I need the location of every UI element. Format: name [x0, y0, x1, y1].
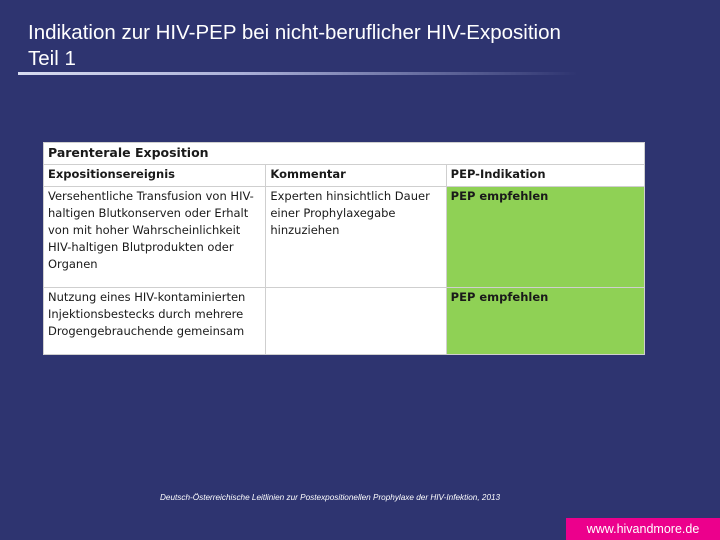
- header-kommentar: Kommentar: [266, 165, 446, 187]
- comment-line: Experten hinsichtlich Dauer: [270, 189, 430, 204]
- table-caption: Parenterale Exposition: [44, 143, 645, 165]
- event-line: haltigen Blutkonserven oder Erhalt: [48, 206, 249, 221]
- table-row: [44, 187, 645, 288]
- header-expositionsereignis: Expositionsereignis: [44, 165, 266, 187]
- slide-title: [28, 20, 708, 72]
- pep-indication-table: [43, 142, 645, 355]
- event-line: HIV-haltigen Blutprodukten oder: [48, 240, 234, 255]
- event-cell: [44, 288, 266, 355]
- header-pep-indikation: PEP-Indikation: [446, 165, 644, 187]
- title-underline: [18, 72, 578, 75]
- slide-title-line-1: Indikation zur HIV-PEP bei nicht-beruflicher HIV-Exposition: [28, 21, 561, 44]
- comment-line: hinzuziehen: [270, 223, 340, 238]
- event-line: Organen: [48, 257, 98, 272]
- source-citation: Deutsch-Österreichische Leitlinien zur Postexpositionellen Prophylaxe der HIV-Infektion, 2013: [160, 493, 501, 502]
- event-line: Nutzung eines HIV-kontaminierten: [48, 290, 246, 305]
- event-cell: [44, 187, 266, 288]
- event-line: von mit hoher Wahrscheinlichkeit: [48, 223, 241, 238]
- comment-line: einer Prophylaxegabe: [270, 206, 396, 221]
- indication-cell: PEP empfehlen: [446, 187, 644, 288]
- event-line: Drogengebrauchende gemeinsam: [48, 324, 245, 339]
- website-link[interactable]: www.hivandmore.de: [566, 518, 720, 540]
- event-line: Injektionsbestecks durch mehrere: [48, 307, 244, 322]
- event-line: Versehentliche Transfusion von HIV-: [48, 189, 254, 204]
- comment-cell: [266, 187, 446, 288]
- indication-cell: PEP empfehlen: [446, 288, 644, 355]
- comment-cell: [266, 288, 446, 355]
- table-row: [44, 288, 645, 355]
- slide-title-line-2: Teil 1: [28, 47, 76, 70]
